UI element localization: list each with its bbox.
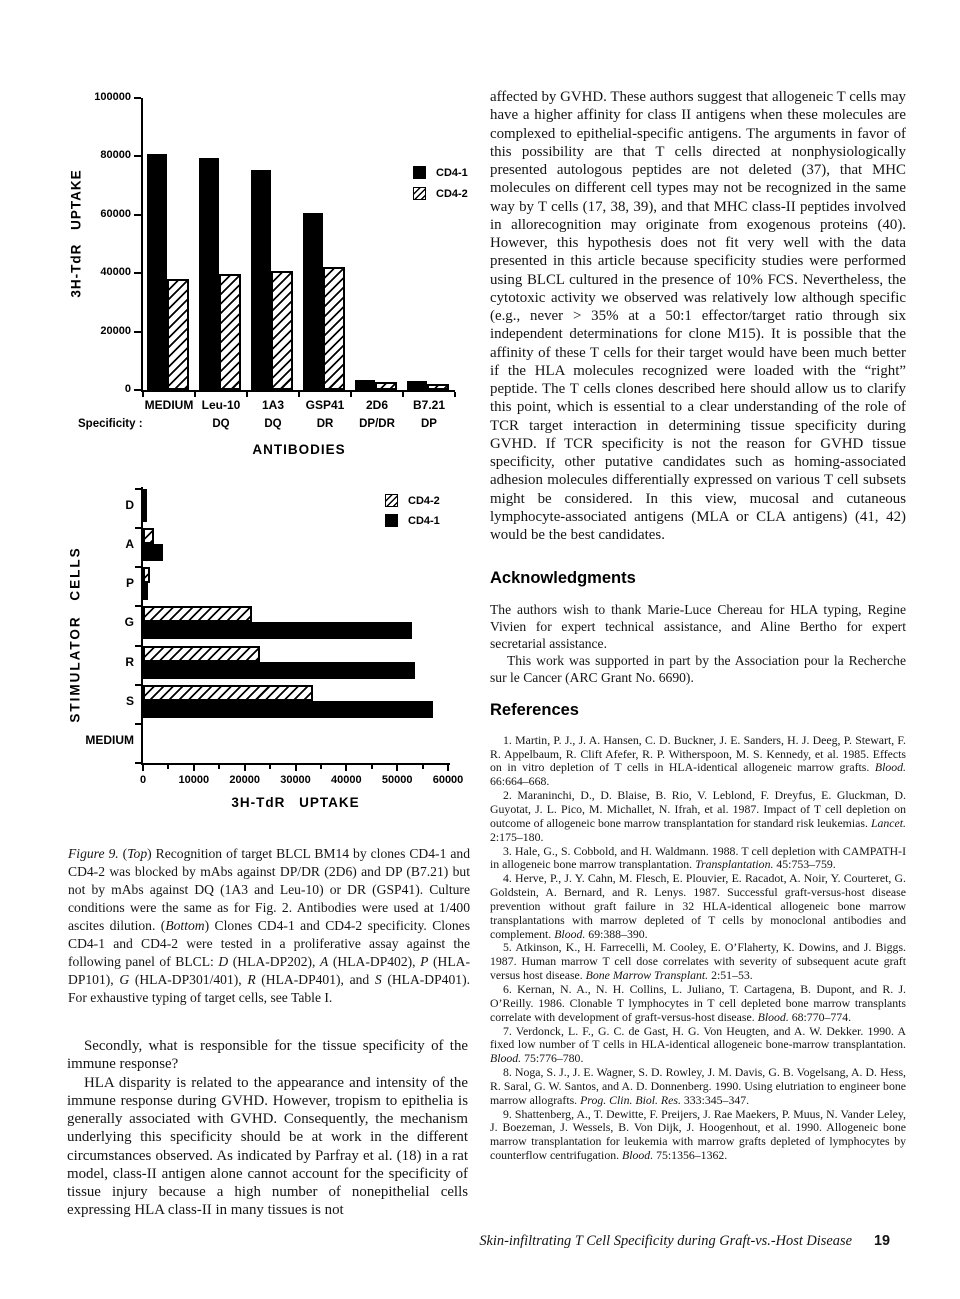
category-label: GSP41 [305, 398, 345, 412]
bar-cd4-2 [143, 685, 313, 701]
category-label: B7.21 [412, 398, 446, 412]
legend-label: CD4-2 [408, 495, 440, 507]
y-tick [134, 272, 141, 274]
specificity-label: Specificity : [78, 418, 143, 430]
legend-swatch-CD4-1 [385, 514, 398, 527]
bar-cd4-2 [271, 271, 293, 390]
bar-cd4-2 [143, 646, 260, 662]
y-tick [135, 684, 141, 686]
x-tick-label: 40000 [331, 774, 362, 786]
reference-item: 4. Herve, P., J. Y. Cahn, M. Flesch, E. Plouvier, E. Racadot, A. Noir, Y. Courteret, G. Goldstein, A. Bernard, and R. Lenys. 1987. Successful graft-versus-host disease prevention without graft failure in 32 HLA-identical allogeneic bone marrow transplantations with marrow depleted of T cells by monoclonal antibodies and complement. Blood. 69:388–390. [490, 871, 906, 941]
x-tick [350, 392, 352, 397]
x-axis-title: ANTIBODIES [252, 442, 346, 457]
bar-cd4-2 [375, 382, 397, 390]
y-tick [134, 97, 141, 99]
reference-item: 8. Noga, S. J., J. E. Wagner, S. D. Rowley, J. M. Davis, G. B. Vogelsang, A. D. Hess, R. Saral, G. W. Santos, and A. D. Donnenberg. 1990. Using elutriation to engineer bone marrow allografts. Prog. Clin. Biol. Res. 333:345–347. [490, 1065, 906, 1107]
y-axis-title: 3H-TdR UPTAKE [68, 169, 84, 298]
category-label: MEDIUM [85, 732, 134, 747]
category-label: S [125, 693, 134, 708]
y-tick [135, 527, 141, 529]
x-tick [295, 765, 297, 771]
acknowledgments-heading: Acknowledgments [490, 569, 636, 588]
category-label: R [125, 654, 134, 669]
figure-caption: Figure 9. (Top) Recognition of target BLCL BM14 by clones CD4-1 and CD4-2 was blocked by mAbs against DP/DR (2D6) and DP (B7.21) but not by mAbs against DQ (1A3 and Leu-10) or DR (GSP41). Culture conditions were the same as for Fig. 2. Antibodies were used at 1/400 ascites dilution. (Bottom) Clones CD4-1 and CD4-2 specificity. Clones CD4-1 and CD4-2 were tested in a proliferative assay against the following panel of BLCL: D (HLA-DP202), A (HLA-DP402), P (HLA-DP101), G (HLA-DP301/401), R (HLA-DP401), and S (HLA-DP401). For exhaustive typing of target cells, see Table I. [68, 845, 471, 1005]
x-minor-tick [218, 765, 220, 769]
y-tick-label: 20000 [100, 324, 131, 337]
x-tick [298, 392, 300, 397]
figure-top-chart [68, 88, 468, 480]
x-tick-label: 30000 [280, 774, 311, 786]
x-tick [454, 392, 456, 397]
reference-item: 5. Atkinson, K., H. Farrecelli, M. Cooley, E. O’Flaherty, K. Dowins, and J. Biggs. 1987. Human marrow T cell dose correlates with severity of subsequent acute graft versus host disease. Bone Marrow Transplant. 2:51–53. [490, 940, 906, 983]
figure-bottom-chart [68, 480, 468, 830]
bar-cd4-2 [323, 267, 345, 390]
y-tick [135, 488, 141, 490]
category-label: D [125, 498, 134, 512]
legend-swatch-CD4-2 [385, 494, 398, 507]
y-tick-label: 60000 [100, 207, 131, 220]
reference-item: 1. Martin, P. J., J. A. Hansen, C. D. Buckner, J. E. Sanders, H. J. Deeg, P. Stewart, F. R. Appelbaum, R. Clift Afefer, R. P. Witherspoon, M. S. Kennedy, et al. 1985. Effects on in vitro depletion of T cells in HLA-identical allogeneic marrow grafts. Blood. 66:664–668. [490, 732, 906, 789]
bar-cd4-1 [407, 381, 427, 390]
x-tick [142, 765, 144, 771]
category-label: 1A3 [261, 398, 284, 412]
y-tick [135, 723, 141, 725]
bar-cd4-1 [355, 380, 375, 390]
x-tick [447, 765, 449, 771]
bar-cd4-2 [167, 279, 189, 390]
y-tick [134, 389, 141, 391]
bar-cd4-1 [143, 662, 415, 679]
bar-cd4-2 [143, 606, 252, 622]
y-axis-title: STIMULATOR CELLS [67, 546, 83, 723]
reference-item: 3. Hale, G., S. Cobbold, and H. Waldmann. 1988. T cell depletion with CAMPATH-I in allogeneic bone marrow transplantation. Transplantation. 45:753–759. [490, 843, 906, 872]
x-tick-label: 60000 [432, 774, 464, 786]
legend-swatch-CD4-2 [413, 187, 426, 200]
y-tick [135, 566, 141, 568]
x-tick-label: 20000 [229, 774, 260, 786]
x-minor-tick [167, 765, 169, 769]
bar-cd4-1 [303, 213, 323, 390]
bar-cd4-2 [143, 489, 147, 505]
paragraph: Secondly, what is responsible for the tissue specificity of the immune response? [67, 1038, 468, 1073]
bar-cd4-1 [143, 622, 412, 639]
specificity-value: DQ [212, 418, 230, 430]
left-column-body [67, 1037, 468, 1220]
x-tick-label: 10000 [178, 774, 210, 786]
reference-item: 9. Shattenberg, A., T. Dewitte, F. Preijers, J. Rae Maekers, P. Muus, N. Vander Leley, J. Boezeman, J. Wessels, B. Von Dijk, J. Hoogenhout, et al. 1990. Allogeneic bone marrow transplantation for leukemia with marrow grafts depleted of lymphocytes by counterflow centrifugation. Blood. 75:1356–1362. [490, 1106, 906, 1163]
paragraph: affected by GVHD. These authors suggest that allogeneic T cells may have a higher affinity for class II antigens when these molecules are complexed to epithelial-specific antigens. The arguments in favor of this possibility are that T cells directed at nonphysiologically presented autologous peptides are not deleted (37), that MHC molecules on different cell types may not be recognized in the same way by T cells (17, 38, 39), and that MHC class-II peptides involved in allorecognition may originate from exogenous proteins (40). However, this hypothesis does not fit very well with the data presented in this article because specificity studies were performed using BLCL cultured in the presence of 10% FCS. Nevertheless, the cytotoxic activity we observed was relatively low although specific (e.g., never > 35% at a 50:1 effector/target ratio through six independent determinations for clone M15). It is possible that the affinity of these T cells for their target would have been much better if the HLA molecules recognized were loaded with the “right” peptide. The T cells clones described here should allow us to clarify this point, which is essential to a clear understanding of the role of TCR target interaction in determining tissue specificity during GVHD. If TCR specificity is not the reason for GVHD tissue specificity, other putative candidates such as homing-associated adhesion molecules differentially expressed on various T cell subsets might be considered. In this view, mucosal and cutaneous lymphocyte-associated antigens (MLA or CLA antigens) (41, 42) would be the best candidates. [490, 89, 906, 543]
bar-cd4-1 [143, 544, 163, 561]
page-number: 19 [873, 1233, 890, 1249]
bar-cd4-2 [219, 274, 241, 390]
acknowledgments-text [490, 602, 906, 687]
bar-cd4-1 [147, 154, 167, 390]
bar-cd4-1 [143, 701, 433, 718]
paragraph: This work was supported in part by the Association pour la Recherche sur le Cancer (ARC Grant No. 6690). [490, 652, 906, 685]
y-tick-label: 40000 [100, 266, 131, 279]
y-tick [134, 155, 141, 157]
y-tick-label: 100000 [94, 91, 131, 103]
x-tick [246, 392, 248, 397]
right-column [490, 88, 906, 1163]
bar-cd4-2 [143, 528, 154, 544]
y-tick-label: 0 [124, 383, 131, 395]
bar-cd4-1 [143, 505, 147, 522]
x-tick [244, 765, 246, 771]
x-tick [194, 392, 196, 397]
x-tick [396, 765, 398, 771]
x-minor-tick [371, 765, 373, 769]
y-tick-label: 80000 [100, 149, 131, 162]
legend-label: CD4-1 [436, 167, 468, 179]
paragraph: The authors wish to thank Marie-Luce Chereau for HLA typing, Regine Vivien for expert technical assistance, and Aline Bertho for expert secretarial assistance. [490, 602, 906, 652]
bar-cd4-1 [143, 583, 148, 600]
y-tick [134, 214, 141, 216]
x-tick-label: 50000 [381, 774, 413, 786]
x-minor-tick [422, 765, 424, 769]
legend-swatch-CD4-1 [413, 166, 426, 179]
y-tick [134, 331, 141, 333]
x-tick-label: 0 [139, 774, 147, 786]
x-minor-tick [269, 765, 271, 769]
y-tick [135, 645, 141, 647]
legend-label: CD4-2 [436, 188, 468, 200]
x-tick [402, 392, 404, 397]
references-list [490, 734, 906, 1163]
category-label: MEDIUM [144, 398, 194, 412]
bar-cd4-2 [143, 567, 150, 583]
x-tick [193, 765, 195, 771]
reference-item: 6. Kernan, N. A., N. H. Collins, L. Juliano, T. Cartagena, B. Dupont, and R. J. O’Reilly. 1986. Clonable T lymphocytes in T cell depleted bone marrow transplants correlate with development of graft-versus-host disease. Blood. 68:770–774. [490, 981, 906, 1024]
reference-item: 2. Maraninchi, D., D. Blaise, B. Rio, V. Leblond, F. Dreyfus, E. Gluckman, D. Guyotat, J. L. Pico, M. Michallet, N. Ifrah, et al. 1987. Impact of T cell depletion on outcome of allogeneic bone marrow transplantation for standard risk leukemias. Lancet. 2:175–180. [490, 788, 906, 844]
paragraph: HLA disparity is related to the appearance and intensity of the immune response during GVHD. However, tropism to epithelia is generally associated with GVHD. Consequently, the mechanism underlying this specificity should be at work in the different circumstances observed. As indicated by Parfray et al. (18) in a rat model, class-II antigen alone cannot account for the specificity of tissue injury because a high number of nonepithelial cells expressing HLA class-II in many tissues is not [67, 1074, 468, 1219]
x-tick [345, 765, 347, 771]
reference-item: 7. Verdonck, L. F., G. C. de Gast, H. G. Von Heugten, and A. W. Dekker. 1990. A fixed low number of T cells in HLA-identical allogeneic bone-marrow transplantation. Blood. 75:776–780. [490, 1023, 906, 1066]
legend-label: CD4-1 [408, 515, 440, 527]
running-title: Skin-infiltrating T Cell Specificity during Graft-vs.-Host Disease [479, 1233, 852, 1249]
category-label: A [125, 537, 134, 552]
y-axis [141, 98, 143, 392]
specificity-value: DQ [264, 418, 282, 430]
references-heading: References [490, 700, 579, 719]
x-minor-tick [320, 765, 322, 769]
specificity-value: DP [421, 418, 437, 430]
category-label: P [125, 576, 134, 591]
specificity-value: DP/DR [359, 418, 395, 430]
category-label: 2D6 [365, 398, 388, 412]
bar-cd4-1 [199, 158, 219, 390]
category-label: Leu-10 [201, 398, 241, 412]
bar-cd4-1 [251, 170, 271, 390]
x-tick [142, 392, 144, 397]
y-tick [135, 605, 141, 607]
bar-cd4-2 [427, 384, 449, 390]
y-tick [135, 762, 141, 764]
category-label: G [124, 615, 134, 630]
specificity-value: DR [316, 418, 334, 430]
x-axis-title: 3H-TdR UPTAKE [231, 795, 360, 810]
page-footer [420, 1233, 890, 1250]
